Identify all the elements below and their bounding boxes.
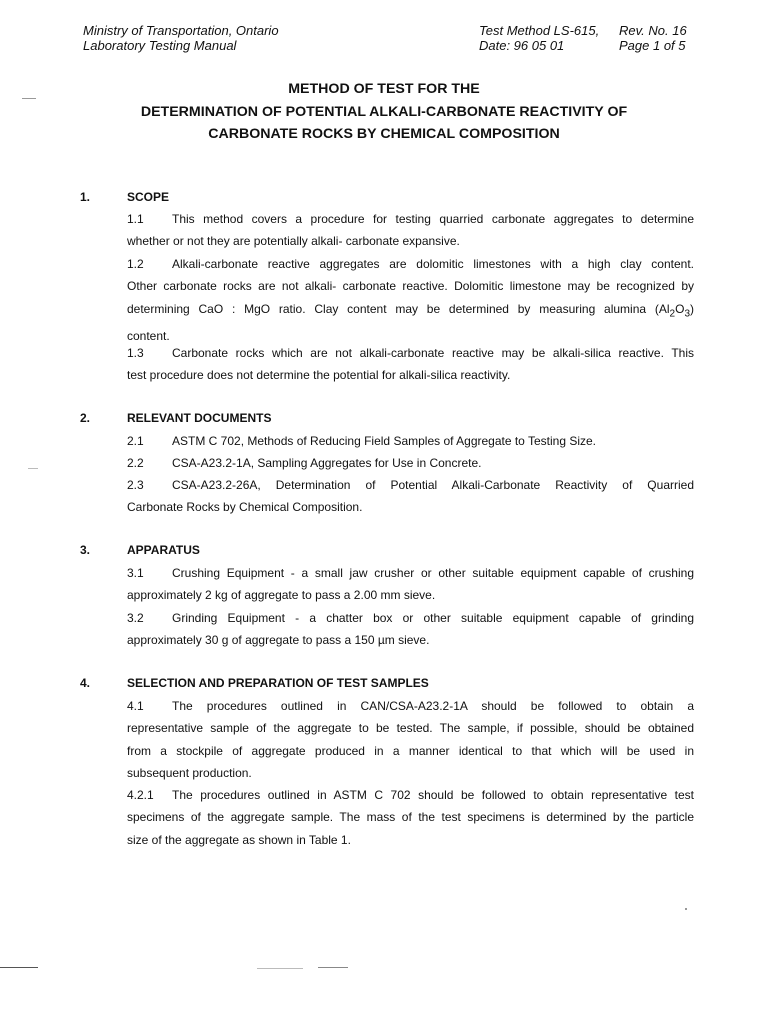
paragraph-text: test procedure does not determine the potential for alkali-silica reactivity.	[127, 368, 511, 383]
section-title: SELECTION AND PREPARATION OF TEST SAMPLES	[127, 676, 429, 690]
paragraph-text: whether or not they are potentially alkali- carbonate expansive.	[127, 234, 460, 249]
document-title	[0, 78, 768, 146]
section-number: 3.	[80, 543, 91, 557]
paragraph-number: 1.2	[127, 257, 144, 271]
paragraph-text: Carbonate Rocks by Chemical Composition.	[127, 500, 363, 515]
paragraph-number: 1.3	[127, 346, 144, 360]
paragraph-text: size of the aggregate as shown in Table 1.	[127, 832, 351, 847]
paragraph-text: CSA-A23.2-1A, Sampling Aggregates for Use in Concrete.	[172, 456, 482, 470]
paragraph-1-3	[127, 342, 694, 387]
paragraph-text: O	[675, 301, 685, 316]
paragraph-text: determining CaO : MgO ratio. Clay content may be determined by measuring alumina (Al	[127, 301, 670, 316]
title-line-2: DETERMINATION OF POTENTIAL ALKALI-CARBONATE REACTIVITY OF	[140, 103, 628, 120]
paragraph-number: 3.2	[127, 611, 144, 625]
section-number: 1.	[80, 190, 91, 204]
paragraph-text: from a stockpile of aggregate produced in a manner identical to that which will be used in	[127, 743, 694, 758]
section-title: RELEVANT DOCUMENTS	[127, 411, 272, 425]
paragraph-text: representative sample of the aggregate to be tested. The sample, if possible, should be obtained	[127, 721, 694, 736]
date-label: Date: 96 05 01	[479, 38, 565, 53]
paragraph-text: The procedures outlined in ASTM C 702 should be followed to obtain representative test	[172, 788, 694, 802]
revision-label: Rev. No. 16	[619, 23, 687, 38]
paragraph-number: 4.1	[127, 699, 144, 713]
paragraph-text: CSA-A23.2-26A, Determination of Potential Alkali-Carbonate Reactivity of Quarried	[172, 478, 694, 492]
section-title: APPARATUS	[127, 543, 200, 557]
paragraph-text: content.	[127, 329, 170, 344]
scan-dot	[685, 908, 687, 910]
manual-name: Laboratory Testing Manual	[83, 38, 237, 53]
paragraph-text: Alkali-carbonate reactive aggregates are dolomitic limestones with a high clay content.	[172, 257, 694, 271]
paragraph-number: 3.1	[127, 566, 144, 580]
paragraph-text: The procedures outlined in CAN/CSA-A23.2-1A should be followed to obtain a	[172, 699, 694, 713]
section-number: 4.	[80, 676, 91, 690]
paragraph-number: 2.3	[127, 478, 144, 492]
paragraph-number: 1.1	[127, 212, 144, 226]
paragraph-text: ASTM C 702, Methods of Reducing Field Samples of Aggregate to Testing Size.	[172, 434, 597, 448]
scan-mark	[257, 968, 303, 969]
header-right	[479, 23, 687, 53]
paragraph-text: Crushing Equipment - a small jaw crusher or other suitable equipment capable of crushing	[172, 566, 694, 580]
paragraph-2-3	[127, 474, 694, 519]
paragraph-text: Grinding Equipment - a chatter box or other suitable equipment capable of grinding	[172, 611, 694, 625]
paragraph-text: Carbonate rocks which are not alkali-carbonate reactive may be alkali-silica reactive. This	[172, 346, 694, 360]
scan-mark	[318, 967, 348, 968]
paragraph-text: approximately 30 g of aggregate to pass a 150 µm sieve.	[127, 633, 430, 648]
paragraph-text: approximately 2 kg of aggregate to pass a 2.00 mm sieve.	[127, 588, 436, 603]
paragraph-text: Other carbonate rocks are not alkali- carbonate reactive. Dolomitic limestone may be recognized by	[127, 279, 694, 294]
title-line-3: CARBONATE ROCKS BY CHEMICAL COMPOSITION	[208, 126, 560, 142]
paragraph-3-2	[127, 607, 694, 652]
test-method-label: Test Method LS-615,	[479, 23, 600, 38]
page-number-label: Page 1 of 5	[619, 38, 686, 53]
section-title: SCOPE	[127, 190, 170, 204]
scan-mark	[0, 967, 38, 968]
paragraph-number: 2.1	[127, 434, 144, 448]
paragraph-1-2	[127, 253, 694, 348]
paragraph-4-1	[127, 695, 694, 784]
ministry-name: Ministry of Transportation, Ontario	[83, 23, 279, 38]
paragraph-text: specimens of the aggregate sample. The mass of the test specimens is determined by the particle	[127, 810, 694, 825]
section-number: 2.	[80, 411, 91, 425]
subscript: 3	[684, 307, 690, 319]
paragraph-3-1	[127, 562, 694, 607]
paragraph-text: This method covers a procedure for testing quarried carbonate aggregates to determine	[172, 212, 694, 226]
subscript: 2	[669, 307, 676, 319]
paragraph-text: )	[690, 301, 694, 316]
paragraph-2-1	[127, 430, 694, 452]
title-line-1: METHOD OF TEST FOR THE	[288, 81, 480, 97]
paragraph-number: 2.2	[127, 456, 144, 470]
scan-mark	[22, 98, 36, 99]
paragraph-1-1	[127, 208, 694, 253]
header-left	[83, 23, 279, 53]
paragraph-2-2	[127, 452, 694, 474]
scan-mark	[28, 468, 38, 469]
paragraph-number: 4.2.1	[127, 788, 154, 802]
paragraph-4-2-1	[127, 784, 694, 851]
paragraph-text: subsequent production.	[127, 765, 252, 780]
